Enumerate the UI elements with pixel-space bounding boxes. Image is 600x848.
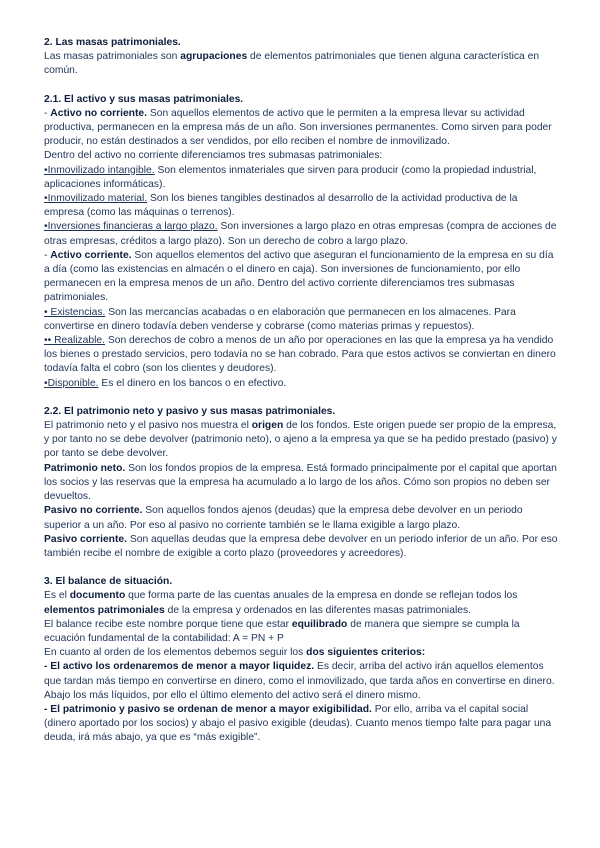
section-masas-patrimoniales: [44, 36, 560, 79]
text: de los fondos. Este origen puede ser propio de la empresa, y por tanto no se debe devolver (patrimonio neto), o ajeno a la empresa ya que se ha pedido prestado (pasivo) y por tanto se debe devolver.: [44, 420, 557, 460]
underlined-term: •Disponible.: [44, 377, 99, 389]
bold-term: Activo no corriente.: [50, 107, 147, 119]
text: El balance recibe este nombre porque tiene que estar: [44, 618, 292, 630]
bold-term: origen: [251, 420, 284, 432]
underlined-term: •• Realizable.: [44, 335, 106, 347]
text: Son los fondos propios de la empresa. Está formado principalmente por el capital que aportan los socios y las reservas que la empresa ha acumulado a lo largo de los años. Cómo son propios no deben ser devueltos.: [44, 462, 557, 503]
underlined-term: •Inmovilizado intangible.: [44, 164, 155, 176]
bold-term: Patrimonio neto.: [44, 462, 126, 474]
paragraph: [44, 419, 560, 462]
text: El patrimonio neto y el pasivo nos muestra el: [44, 420, 252, 432]
text: que forma parte de las cuentas anuales de la empresa en donde se reflejan todos los: [125, 590, 518, 602]
paragraph-pasivo-corriente: [44, 533, 560, 561]
bold-term: dos siguientes criterios:: [306, 647, 426, 659]
text: Es el dinero en los bancos o en efectivo.: [98, 377, 287, 389]
underlined-term: •Inmovilizado material.: [44, 193, 148, 205]
criterion-patrimonio-pasivo: [44, 703, 560, 746]
paragraph-activo-corriente: [44, 249, 560, 306]
bold-term: Pasivo corriente.: [44, 533, 127, 545]
text: Son inversiones a largo plazo en otras empresas (compra de acciones de otras empresas, créditos a largo plazo). Son un derecho de cobro a largo plazo.: [44, 221, 557, 247]
text: Son aquellos elementos de activo que le permiten a la empresa llevar su actividad productiva, permanecen en la empresa más de un año. Son inversiones permanentes. Como sirven para poder producir, no están destinados a ser vendidos, por ello reciben el nombre de inmovilizado.: [44, 107, 552, 148]
criterion-activo: [44, 660, 560, 703]
text: Son aquellos elementos del activo que aseguran el funcionamiento de la empresa en su día a día (como las existencias en almacén o el dinero en caja). Son inversiones de funcionamiento, por ello permanecen en la empresa menos de un año. Dentro del activo corriente diferenciamos tres submasas patrimoniales.: [44, 249, 554, 304]
section-title: 2.2. El patrimonio neto y pasivo y sus masas patrimoniales.: [44, 405, 336, 417]
underlined-term: • Existencias.: [44, 306, 106, 318]
paragraph: [44, 50, 560, 78]
paragraph-pasivo-no-corriente: [44, 504, 560, 532]
text: de elementos patrimoniales que tienen alguna característica en común.: [44, 51, 540, 77]
text: Las masas patrimoniales son: [44, 51, 181, 63]
list-item-inversiones-financieras: [44, 220, 560, 248]
section-activo: [44, 93, 560, 391]
underlined-term: •Inversiones financieras a largo plazo.: [44, 221, 218, 233]
bold-term: elementos patrimoniales: [44, 604, 165, 616]
text: -: [44, 107, 51, 119]
list-item-inmovilizado-material: [44, 192, 560, 220]
text: -: [44, 249, 51, 261]
paragraph: [44, 618, 560, 646]
text: Son aquellos fondos ajenos (deudas) que la empresa debe devolver en un periodo superior a un año. Por eso al pasivo no corriente también se le llama exigible a largo plazo.: [44, 505, 523, 531]
bold-term: Activo corriente.: [50, 249, 132, 261]
paragraph: Dentro del activo no corriente diferenciamos tres submasas patrimoniales:: [44, 150, 383, 162]
section-patrimonio-neto-pasivo: [44, 405, 560, 561]
list-item-disponible: [44, 377, 560, 391]
paragraph-activo-no-corriente: [44, 107, 560, 150]
list-item-existencias: [44, 306, 560, 334]
bold-term: Pasivo no corriente.: [44, 505, 143, 517]
bold-term: agrupaciones: [180, 51, 248, 63]
section-title: 2. Las masas patrimoniales.: [44, 37, 181, 48]
text: Son derechos de cobro a menos de un año por operaciones en las que la empresa ya ha vendido los bienes o prestado servicios, pero todavía no se han cobrado. Para que estos activos se conviertan en dinero todavía falta el cobro (son los clientes y deudores).: [44, 335, 556, 375]
list-item-realizable: [44, 334, 560, 377]
paragraph: [44, 589, 560, 617]
text: Por ello, arriba va el capital social (dinero aportado por los socios) y abajo el pasivo exigible (deudas). Cuanto menos tiempo falte para pagar una deuda, irá más abajo, ya que es “más exigible”.: [44, 703, 552, 744]
text: Es el: [44, 590, 70, 602]
text: Son los bienes tangibles destinados al desarrollo de la actividad productiva de la empresa (como las máquinas o terrenos).: [44, 193, 518, 219]
text: de la empresa y ordenados en las diferentes masas patrimoniales.: [164, 604, 471, 616]
bold-term: - El patrimonio y pasivo se ordenan de menor a mayor exigibilidad.: [44, 703, 372, 715]
section-title: 3. El balance de situación.: [44, 576, 173, 588]
text: Son aquellas deudas que la empresa debe devolver en un periodo inferior de un año. Por eso también recibe el nombre de exigible a corto plazo (proveedores y acreedores).: [44, 533, 558, 559]
text: En cuanto al orden de los elementos debemos seguir los: [44, 647, 307, 659]
paragraph-patrimonio-neto: [44, 462, 560, 505]
section-title: 2.1. El activo y sus masas patrimoniales.: [44, 93, 244, 105]
text: Son las mercancías acabadas o en elaboración que permanecen en los almacenes. Para convertirse en dinero todavía deben venderse y cobrarse (como materias primas y repuestos).: [44, 306, 516, 332]
text: de manera que siempre se cumpla la ecuación fundamental de la contabilidad: A = PN + P: [44, 618, 520, 644]
text: Son elementos inmateriales que sirven para producir (como la propiedad industrial, aplicaciones informáticas).: [44, 164, 537, 190]
paragraph: [44, 646, 560, 660]
section-balance-situacion: [44, 575, 560, 745]
bold-term: - El activo los ordenaremos de menor a mayor liquidez.: [44, 661, 315, 673]
bold-term: equilibrado: [291, 618, 348, 630]
list-item-inmovilizado-intangible: [44, 164, 560, 192]
text: Es decir, arriba del activo irán aquellos elementos que tardan más tiempo en convertirse en dinero, como el inmovilizado, que tarda años en convertirse en dinero. Abajo los más líquidos, por ello el último elemento del activo será el dinero mismo.: [44, 661, 555, 701]
bold-term: documento: [69, 590, 126, 602]
